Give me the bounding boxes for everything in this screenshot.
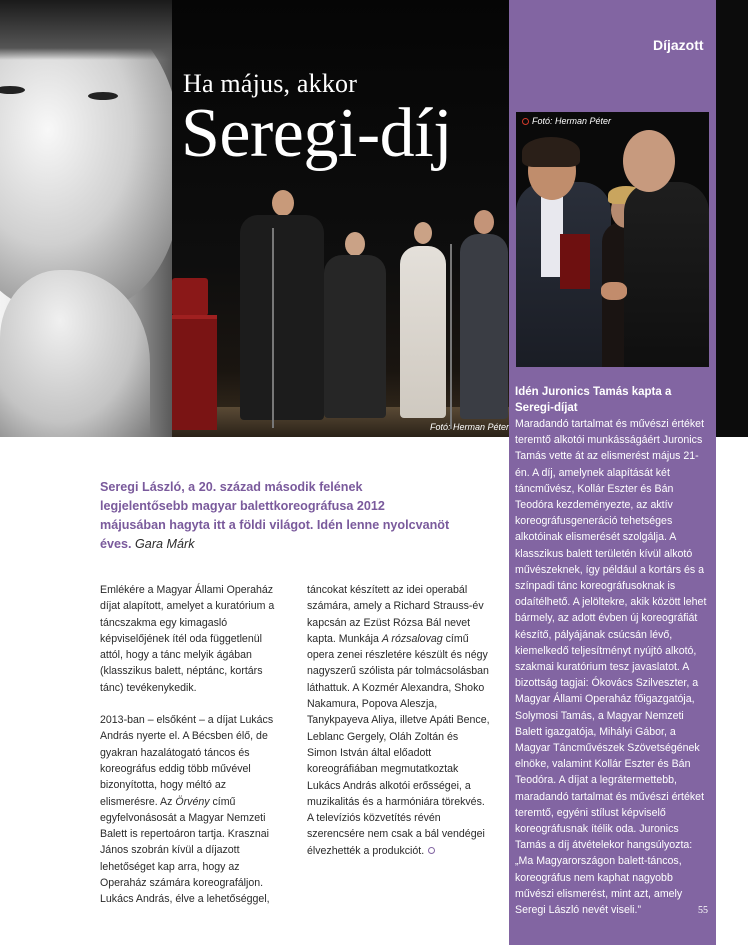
sidebar-photo <box>516 112 709 367</box>
lead-paragraph <box>100 478 450 554</box>
author-name: Gara Márk <box>135 537 195 551</box>
body-paragraph: Emlékére a Magyar Állami Operaház díjat alapított, amelyet a kuratórium a táncszakma egy kimagasló képviselőjének ítél oda függetlenül attól, hogy a tánc melyik ágában (klasszikus balett, néptánc, kortárs tánc) tevékenykedik. <box>100 584 275 694</box>
person-head <box>414 222 432 244</box>
main-photo <box>0 0 509 437</box>
sidebar-photo-credit <box>522 116 611 126</box>
person-hair <box>522 137 580 167</box>
person-head <box>272 190 294 216</box>
person-head <box>345 232 365 256</box>
portrait-eye <box>88 92 118 100</box>
award-box <box>560 234 590 289</box>
person-woman <box>324 255 386 418</box>
podium <box>172 315 217 430</box>
page-title: Seregi-díj <box>181 95 453 172</box>
body-text: című opera zenei részletére készült és négy nagyszerű szólista pár tolmácsolásban láthattuk. A Kozmér Alexandra, Shoko Nakamura, Popova Aleszja, Tanykpayeva Aliya, illetve Apáti Bence, Leblanc Gergely, Oláh Zoltán és Simon István által előadott koreográfiában megmutatkoztak Lukács András alkotói erősségei, a muzikalitás és a harmóniára törekvés. A televíziós közvetítés révén szerencsére nem csak a bál vendégei élvezhették a produkciót. <box>307 632 490 857</box>
section-label: Díjazott <box>653 37 704 53</box>
body-paragraph <box>307 582 491 859</box>
lead-text: Seregi László, a 20. század második felének legjelentősebb magyar balettkoreográfusa 2012 májusában hagyta itt a földi világot. Idén lenne nyolcvanöt éves. <box>100 480 450 551</box>
person-head <box>474 210 494 234</box>
person-award-winner <box>240 215 324 420</box>
person-award-winner <box>624 182 709 367</box>
person-woman-white <box>400 246 446 418</box>
stage-scene <box>172 0 509 437</box>
sidebar-body: Maradandó tartalmat és művészi értéket teremtő alkotói munkásságáért Juronics Tamás vette át az elismerést május 21-én. A díj, amelynek alapítását két táncművész, Kollár Eszter és Bán Teodóra kezdeményezte, az aktív koreográfusgeneráció tehetséges alkotóinak elismerését szolgálja. A klasszikus balett területén kívül alkotó művészeknek, így például a kortárs és a színpadi tánc koreográfusoknak is odaítélhető. A jelöltekre, akik között lehet bármely, az adott évben új koreográfiát készítő, pályájának csúcsán lévő, kiemelkedő teljesítményt nyújtó alkotó, szakmai kuratórium tesz javaslatot. A bizottság tagjai: Ókovács Szilveszter, a Magyar Állami Operaház főigazgatója, Solymosi Tamás, a Magyar Nemzeti Balett igazgatója, Mihályi Gábor, a Magyar Táncművészek Szövetségének elnöke, valamint Kollár Eszter és Bán Teodóra. A díjat a legrátermettebb, maradandó tartalmat és művészi értéket teremtő, egyéni stílust képviselő koreográfusnak ítélik oda. Juronics Tamás a díj átvételekor hangsúlyozta: „Ma Magyarországon balett-táncos, koreográfus nem kaphat nagyobb művészi elismerést, mint azt, amely Seregi László nevét viseli.” <box>515 418 707 917</box>
award-box <box>172 278 208 316</box>
photo-strip <box>716 0 748 437</box>
sidebar-photo-credit-text: Fotó: Herman Péter <box>532 116 612 126</box>
body-text: című egyfelvonásosát a Magyar Nemzeti Balett is repertoáron tartja. Krasznai János szobrán kívül a díjazott lehetőséget kap arra, hogy az Operaház számára koreografáljon. Lukács András, élve a lehetőséggel, <box>100 795 270 906</box>
page-number: 55 <box>698 905 708 916</box>
work-title: A rózsalovag <box>381 632 443 645</box>
title-kicker: Ha május, akkor <box>183 69 358 98</box>
work-title: Örvény <box>175 795 210 808</box>
person-man <box>460 234 508 419</box>
body-column-1 <box>100 582 284 908</box>
person-head <box>623 130 675 192</box>
body-text: 2013-ban – elsőként – a díjat Lukács András nyerte el. A Bécsben élő, de gyakran hazalátogató táncos és koreográfus eddig több művével bizonyította, hogy méltó az elismerésre. Az <box>100 714 274 808</box>
microphone-stand <box>450 244 452 429</box>
body-paragraph <box>100 712 284 908</box>
portrait-hair <box>0 0 172 60</box>
body-column-2 <box>307 582 491 859</box>
circle-bullet-icon <box>522 118 529 125</box>
handshake <box>601 282 627 300</box>
photo-credit: Fotó: Herman Péter <box>430 422 510 432</box>
sidebar-heading: Idén Juronics Tamás kapta a Seregi-díjat <box>515 386 672 414</box>
body-text: táncokat készített az idei operabál számára, amely a Richard Strauss-év kapcsán az Ezüst Rózsa Bál nevet kapta. Munkája <box>307 584 484 645</box>
seregi-portrait <box>0 0 172 437</box>
end-mark-icon <box>428 847 435 854</box>
microphone-stand <box>272 228 274 428</box>
